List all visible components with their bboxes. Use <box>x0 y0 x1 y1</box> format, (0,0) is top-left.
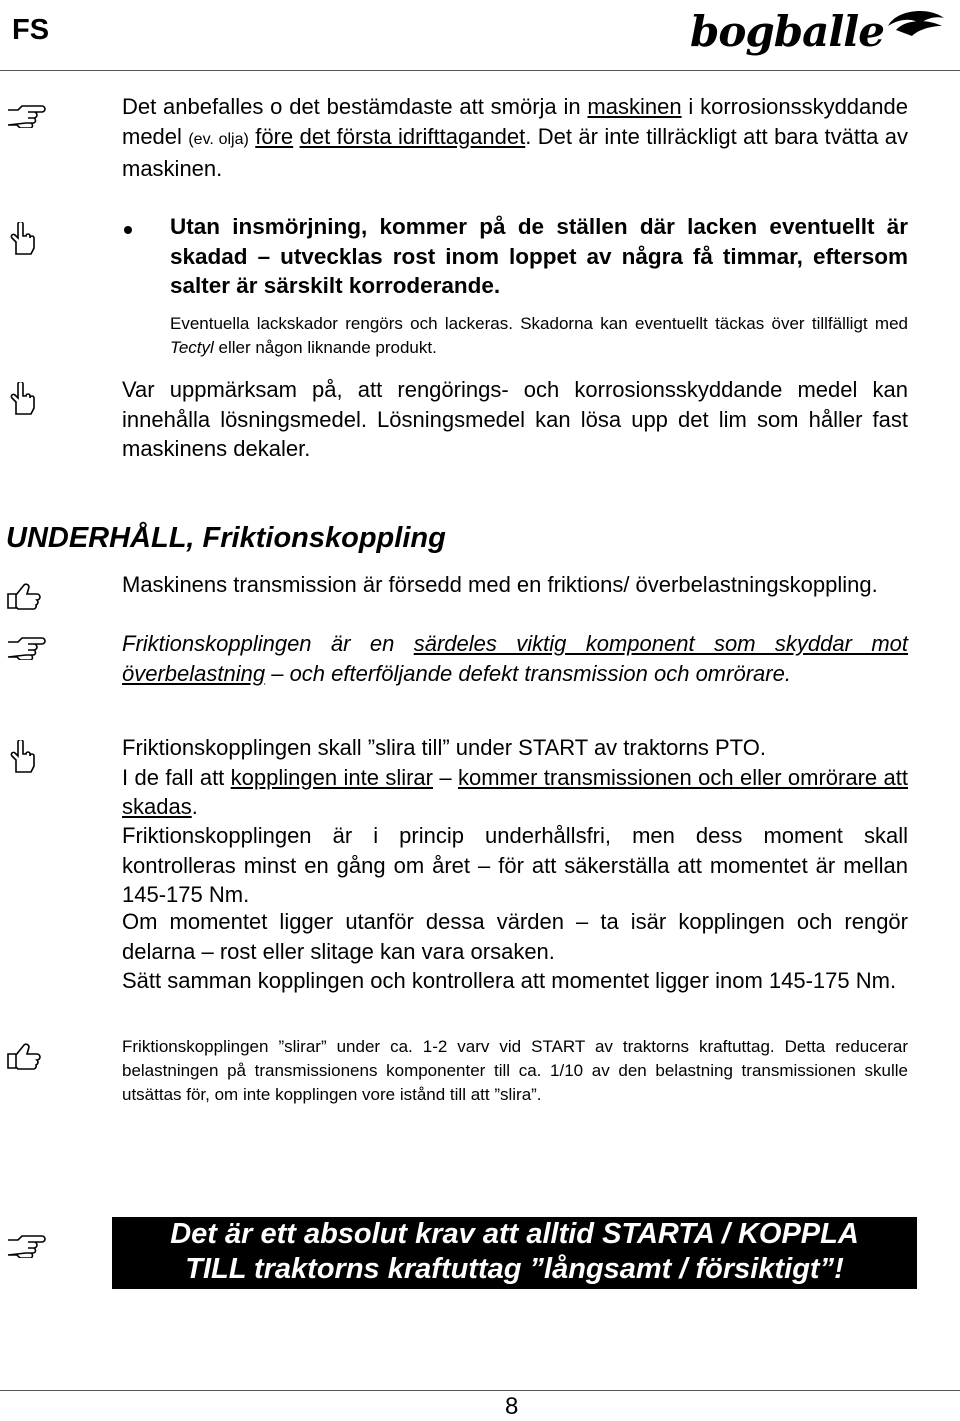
paragraph-solvents: Var uppmärksam på, att rengörings- och korrosionsskyddande medel kan innehålla lösningsmedel. Lösningsmedel kan lösa upp det lim som håller fast maskinens dekaler. <box>122 377 908 461</box>
pointing-hand-icon <box>6 630 46 660</box>
pointing-hand-icon <box>6 1228 46 1258</box>
footer-rule <box>0 1390 960 1391</box>
hand-up-icon <box>6 740 36 774</box>
banner-line-1: Det är ett absolut krav att alltid STARTA / KOPPLA <box>170 1218 859 1250</box>
paragraph-slip-start: Friktionskopplingen skall ”slira till” under START av traktorns PTO. I de fall att kopplingen inte slirar – kommer transmissionen och eller omrörare att skadas. <box>122 735 908 819</box>
pointing-hand-icon <box>6 98 46 128</box>
paragraph-transmission: Maskinens transmission är försedd med en friktions/ överbelastningskoppling. <box>122 572 878 597</box>
hand-up-icon <box>6 382 36 416</box>
paragraph-rust-warning: Utan insmörjning, kommer på de ställen där lacken eventuellt är skadad – utvecklas rost inom loppet av några få timmar, eftersom salter är särskilt korroderande. <box>170 214 908 298</box>
paragraph-disassemble: Om momentet ligger utanför dessa värden – ta isär kopplingen och rengör delarna – rost eller slitage kan vara orsaken. <box>122 909 908 964</box>
section-heading: UNDERHÅLL, Friktionskoppling <box>6 522 446 554</box>
warning-banner <box>112 1217 917 1289</box>
svg-text:bogballe: bogballe <box>690 7 884 56</box>
paragraph-reassemble: Sätt samman kopplingen och kontrollera att momentet ligger inom 145-175 Nm. <box>122 968 897 993</box>
header-rule <box>0 70 960 71</box>
paragraph-friction-importance: Friktionskopplingen är en särdeles viktig komponent som skyddar mot överbelastning – och efterföljande defekt transmission och omrörare. <box>122 631 908 686</box>
section-code: FS <box>12 14 50 46</box>
page-number: 8 <box>505 1393 519 1420</box>
thumbs-up-icon <box>6 580 42 610</box>
banner-line-2: TILL traktorns kraftuttag ”långsamt / försiktigt”! <box>185 1253 844 1285</box>
paragraph-lubrication: Det anbefalles o det bestämdaste att smörja in maskinen i korrosionsskyddande medel (ev. olja) före det första idrifttagandet. Det är inte tillräckligt att bara tvätta av maskinen. <box>122 94 908 181</box>
bullet-dot <box>124 226 132 234</box>
paragraph-paint-damage: Eventuella lackskador rengörs och lackeras. Skadorna kan eventuellt täckas över tillfälligt med Tectyl eller någon liknande produkt. <box>170 314 908 357</box>
hand-up-icon <box>6 222 36 256</box>
paragraph-maintenance-free: Friktionskopplingen är i princip underhållsfri, men dess moment skall kontrolleras minst en gång om året – för att säkerställa att momentet är mellan 145-175 Nm. <box>122 823 908 907</box>
brand-logo <box>690 4 952 67</box>
paragraph-slip-explanation: Friktionskopplingen ”slirar” under ca. 1-2 varv vid START av traktorns kraftuttag. Detta reducerar belastningen på transmissionens komponenter till ca. 1/10 av den belastning transmissionen skulle utsättas för, om inte kopplingen vore istånd till att ”slira”. <box>122 1037 908 1104</box>
thumbs-up-icon <box>6 1040 42 1070</box>
